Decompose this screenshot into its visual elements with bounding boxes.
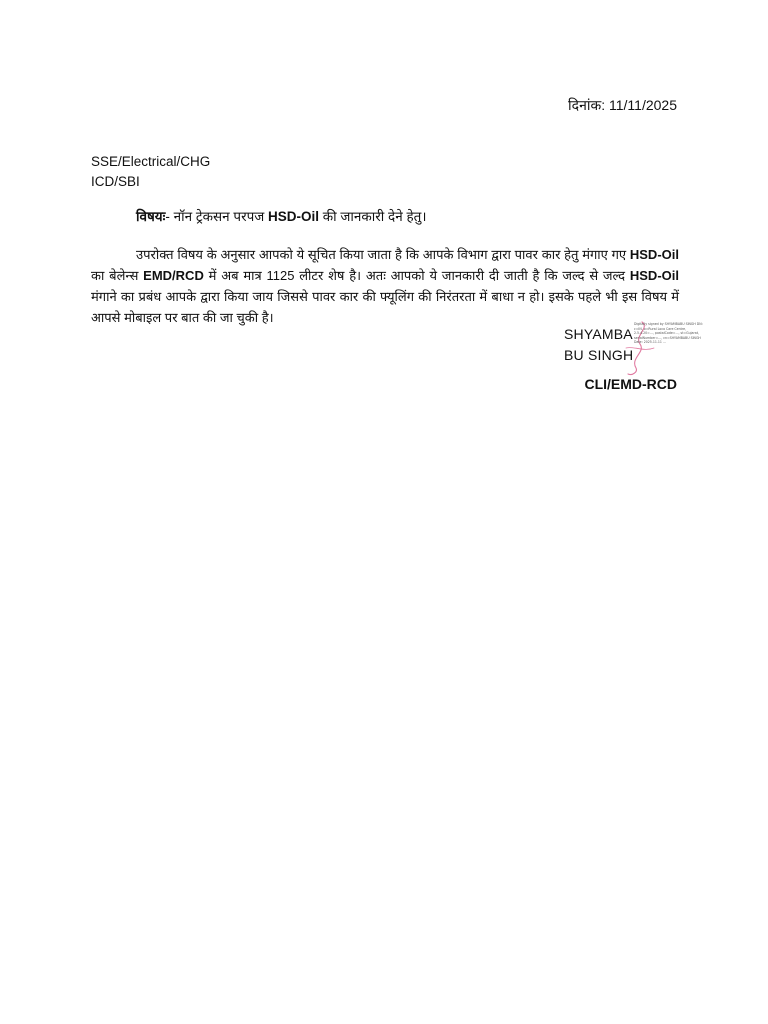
signer-designation: CLI/EMD-RCD bbox=[584, 376, 677, 392]
body-bold-2: EMD/RCD bbox=[143, 268, 204, 283]
subject-label: विषयः bbox=[136, 209, 166, 224]
body-text-1: उपरोक्त विषय के अनुसार आपको ये सूचित किया जाता है कि आपके विभाग द्वारा पावर कार हेतु मंगाए गए bbox=[136, 247, 630, 262]
recipient-line-1: SSE/Electrical/CHG bbox=[91, 154, 211, 169]
letter-date: दिनांक: 11/11/2025 bbox=[568, 97, 677, 113]
body-text-3: में अब मात्र 1125 लीटर शेष है। अतः आपको ये जानकारी दी जाती है कि जल्द से जल्द bbox=[203, 268, 630, 283]
subject-line bbox=[136, 207, 426, 225]
body-text-2: का बेलेन्स bbox=[91, 268, 144, 283]
subject-rest: की जानकारी देने हेतु। bbox=[319, 209, 427, 224]
subject-bold-term: HSD-Oil bbox=[268, 209, 320, 224]
body-bold-3: HSD-Oil bbox=[629, 268, 679, 283]
recipient-address bbox=[91, 152, 210, 192]
body-text-4: मंगाने का प्रबंध आपके द्वारा किया जाय जिससे पावर कार की फ्यूलिंग की निरंतरता में बाधा न हो। इसके पहले भी इस विषय में आपसे मोबाइल पर बात की जा चुकी है। bbox=[91, 289, 679, 325]
digital-signature-stamp: Digitally signed by SHYAMBABU SINGH DN: c=IN, o=Rural Loco Care Centre, 2.5.4.20=..., postalCode=..., st=Gujarat, serialNumber=..., cn=SHYAMBABU SINGH Date: 2025.11.11 ... bbox=[634, 322, 703, 344]
subject-separator: - नॉन ट्रेकसन परपज bbox=[165, 209, 269, 224]
letter-body bbox=[91, 244, 679, 328]
signature-block bbox=[560, 322, 705, 372]
recipient-line-2: ICD/SBI bbox=[91, 174, 140, 189]
body-bold-1: HSD-Oil bbox=[629, 247, 679, 262]
signer-name: SHYAMBA BU SINGH bbox=[564, 326, 634, 363]
